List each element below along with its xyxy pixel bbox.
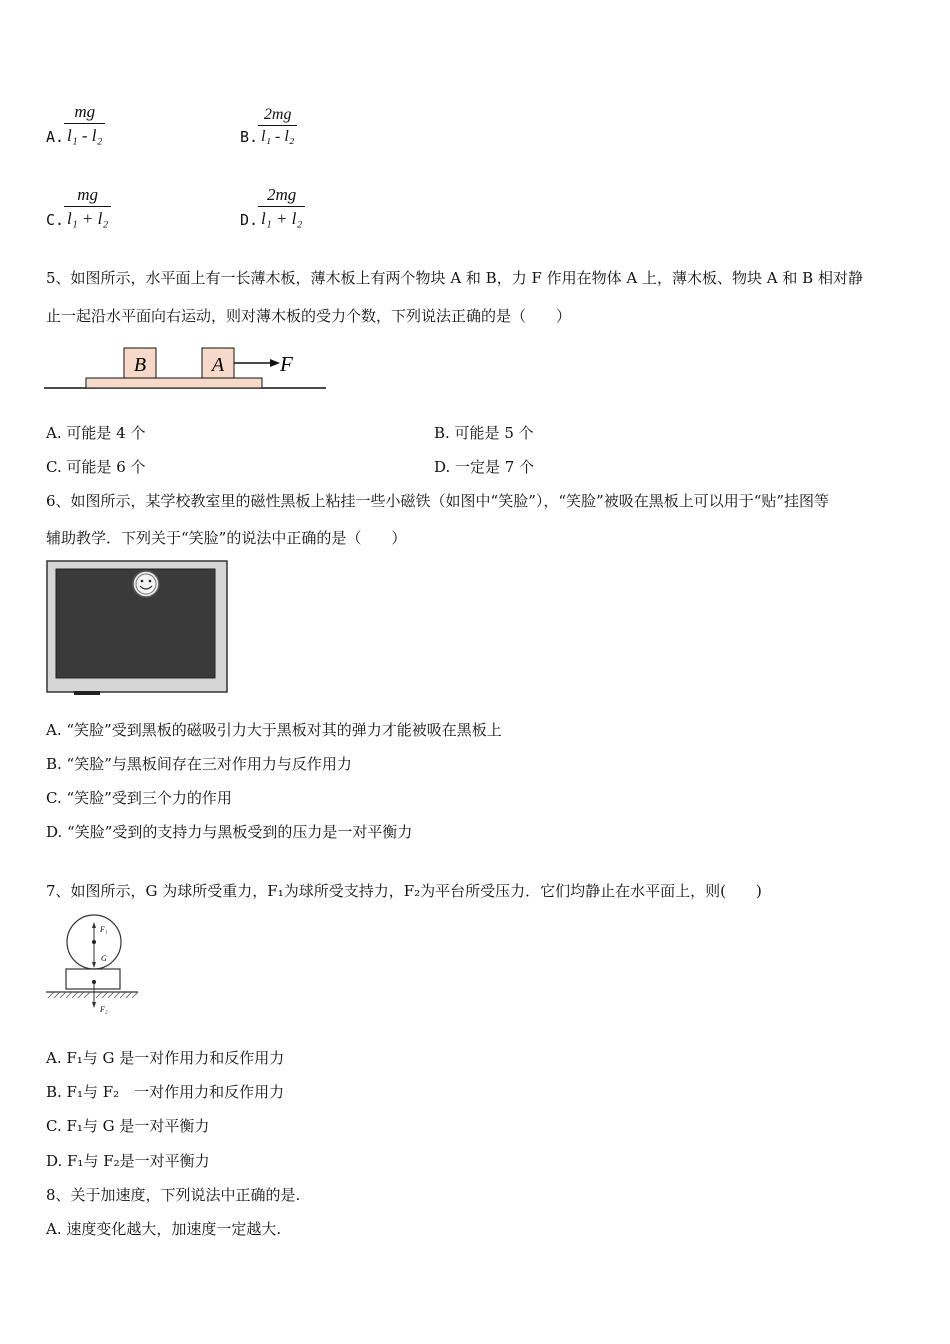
block-a-label: A <box>211 354 225 376</box>
denominator: l₁ + l₂ <box>261 209 303 228</box>
platform <box>66 969 120 989</box>
q6-option-b: B. “笑脸”与黑板间存在三对作用力与反作用力 <box>46 755 352 773</box>
numerator: mg <box>74 102 96 121</box>
chalk-tray <box>74 691 100 695</box>
q6-stem-line2: 辅助教学．下列关于“笑脸”的说法中正确的是（ ） <box>46 529 407 547</box>
denominator: l₁ + l₂ <box>67 209 109 228</box>
fraction <box>64 102 105 146</box>
q7-ball-figure <box>44 912 142 1016</box>
block-b-label: B <box>133 354 147 376</box>
q5-stem-line1: 5、如图所示，水平面上有一长薄木板，薄木板上有两个物块 A 和 B，力 F 作用在物体 A 上，薄木板、物块 A 和 B 相对静 <box>46 269 863 287</box>
fraction <box>258 185 305 229</box>
q5-option-b: B. 可能是 5 个 <box>434 424 534 442</box>
ground-hatching <box>48 992 138 998</box>
q5-option-d: D. 一定是 7 个 <box>434 458 535 476</box>
q8-option-a: A. 速度变化越大，加速度一定越大. <box>46 1220 282 1238</box>
q5-option-c: C. 可能是 6 个 <box>46 458 146 476</box>
q6-option-d: D. “笑脸”受到的支持力与黑板受到的压力是一对平衡力 <box>46 823 413 841</box>
arrow-head-icon <box>270 359 280 367</box>
q6-blackboard-figure <box>46 560 230 698</box>
option-label: A. <box>46 128 65 146</box>
fraction <box>64 185 111 229</box>
wood-board <box>86 378 262 388</box>
q7-option-a: A. F₁与 G 是一对作用力和反作用力 <box>46 1049 285 1067</box>
q6-option-c: C. “笑脸”受到三个力的作用 <box>46 789 232 807</box>
denominator: l₁ - l₂ <box>261 128 295 145</box>
fraction <box>258 106 297 146</box>
q7-option-c: C. F₁与 G 是一对平衡力 <box>46 1117 210 1135</box>
q7-stem: 7、如图所示，G 为球所受重力，F₁为球所受支持力，F₂为平台所受压力．它们均静止在水平面上，则( ) <box>46 882 762 900</box>
q5-option-a: A. 可能是 4 个 <box>46 424 146 442</box>
q6-option-a: A. “笑脸”受到黑板的磁吸引力大于黑板对其的弹力才能被吸在黑板上 <box>46 721 502 739</box>
f1-label: F₁ <box>100 925 108 934</box>
option-label: D. <box>240 211 259 229</box>
numerator: 2mg <box>266 185 297 204</box>
arrow-down-icon <box>92 1002 96 1008</box>
q7-option-b: B. F₁与 F₂ 一对作用力和反作用力 <box>46 1083 285 1101</box>
g-label: G <box>101 954 107 963</box>
arrow-down-icon <box>92 962 96 968</box>
denominator: l₁ - l₂ <box>67 126 103 145</box>
q6-stem-line1: 6、如图所示，某学校教室里的磁性黑板上粘挂一些小磁铁（如图中“笑脸”），“笑脸”被吸在黑板上可以用于“贴”挂图等 <box>46 492 830 510</box>
f2-label: F₂ <box>100 1005 108 1014</box>
option-label: C. <box>46 211 65 229</box>
numerator: mg <box>77 185 99 204</box>
arrow-up-icon <box>92 922 96 928</box>
force-label: F <box>280 352 293 376</box>
numerator: 2mg <box>263 106 292 123</box>
q5-stem-line2: 止一起沿水平面向右运动，则对薄木板的受力个数，下列说法正确的是（ ） <box>46 307 572 325</box>
q7-option-d: D. F₁与 F₂是一对平衡力 <box>46 1152 210 1170</box>
q8-stem: 8、关于加速度，下列说法中正确的是. <box>46 1186 301 1204</box>
q5-figure <box>44 344 328 392</box>
option-label: B. <box>240 128 259 146</box>
